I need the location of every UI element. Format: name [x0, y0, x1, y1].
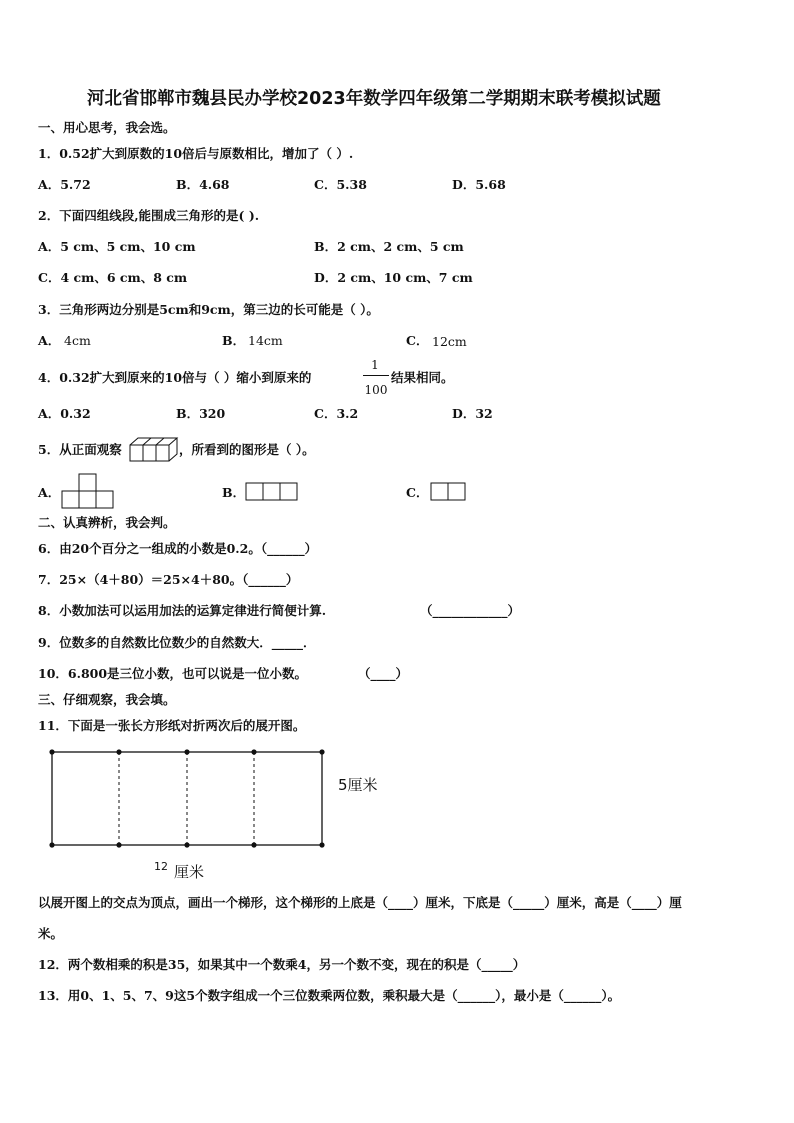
q11-question-line-2: 米。 — [38, 926, 64, 941]
q3-option-c-value: 12cm — [432, 334, 467, 349]
q2-option-d[interactable]: D．2 cm、10 cm、7 cm — [314, 270, 473, 285]
q1-option-c[interactable]: C．5.38 — [314, 177, 367, 192]
q4-option-d[interactable]: D．32 — [452, 406, 493, 421]
section-3-heading: 三、仔细观察，我会填。 — [38, 692, 176, 707]
q11-stem: 11．下面是一张长方形纸对折两次后的展开图。 — [38, 718, 306, 733]
q5-stem-post: ，所看到的图形是（ ）。 — [179, 442, 315, 457]
q4-option-b[interactable]: B．320 — [176, 406, 226, 421]
q1-option-d[interactable]: D．5.68 — [452, 177, 506, 192]
section-1-heading: 一、用心思考，我会选。 — [38, 120, 176, 135]
q11-unfolded-paper-diagram — [48, 748, 328, 852]
q12-stem: 12．两个数相乘的积是35，如果其中一个数乘4，另一个数不变，现在的积是（_____） — [38, 957, 526, 972]
q1-option-b[interactable]: B．4.68 — [176, 177, 230, 192]
q6-stem: 6．由20个百分之一组成的小数是0.2。（______） — [38, 541, 318, 556]
q3-option-a-value: 4cm — [64, 333, 91, 348]
q5-option-c-label[interactable]: C． — [406, 485, 429, 500]
q4-fraction-numerator: 1 — [371, 358, 379, 372]
q3-option-c-label[interactable]: C． — [406, 333, 429, 348]
q9-stem: 9．位数多的自然数比位数少的自然数大．_____． — [38, 635, 316, 650]
q4-option-c[interactable]: C．3.2 — [314, 406, 359, 421]
q1-stem: 1．0.52扩大到原数的10倍后与原数相比，增加了（ ）. — [38, 146, 354, 161]
q3-stem: 3．三角形两边分别是5cm和9cm，第三边的长可能是（ ）。 — [38, 302, 379, 317]
q13-stem: 13．用0、1、5、7、9这5个数字组成一个三位数乘两位数，乘积最大是（______），最小是（______）。 — [38, 988, 621, 1003]
q2-stem: 2．下面四组线段,能围成三角形的是( ). — [38, 208, 260, 223]
section-2-heading: 二、认真辨析，我会判。 — [38, 515, 176, 530]
q4-stem-post: 结果相同。 — [391, 370, 454, 385]
q5-stem-pre: 5．从正面观察 — [38, 442, 122, 457]
q5-option-b-label[interactable]: B． — [222, 485, 246, 500]
q11-width-number: 12 — [154, 860, 168, 873]
q7-stem: 7．25×（4＋80）＝25×4＋80。（______） — [38, 572, 299, 587]
q3-option-b-value: 14cm — [248, 333, 283, 348]
q2-option-a[interactable]: A．5 cm、5 cm、10 cm — [38, 239, 196, 254]
q2-option-c[interactable]: C．4 cm、6 cm、8 cm — [38, 270, 188, 285]
q4-fraction-bar — [363, 375, 389, 376]
q2-option-b[interactable]: B．2 cm、2 cm、5 cm — [314, 239, 464, 254]
q8-stem: 8．小数加法可以运用加法的运算定律进行简便计算. — [38, 603, 327, 618]
q5-option-a-figure — [61, 473, 115, 509]
q4-fraction-denominator: 100 — [364, 383, 388, 397]
q11-height-label: 5厘米 — [338, 776, 378, 794]
q8-answer-blank[interactable]: （____________） — [420, 603, 521, 618]
q11-question-line-1: 以展开图上的交点为顶点，画出一个梯形，这个梯形的上底是（____）厘米，下底是（_____）厘米，高是（____）厘 — [38, 895, 682, 910]
q5-option-c-figure — [430, 482, 468, 502]
q4-stem-pre: 4．0.32扩大到原来的10倍与（ ）缩小到原来的 — [38, 370, 312, 385]
q1-option-a[interactable]: A．5.72 — [38, 177, 91, 192]
q3-option-b-label[interactable]: B． — [222, 333, 246, 348]
q11-width-unit: 厘米 — [174, 863, 205, 881]
q10-stem: 10．6.800是三位小数，也可以说是一位小数。 — [38, 666, 308, 681]
q5-option-a-label[interactable]: A． — [38, 485, 61, 500]
q5-option-b-figure — [245, 482, 300, 502]
q10-answer-blank[interactable]: （____） — [358, 666, 409, 681]
q4-option-a[interactable]: A．0.32 — [38, 406, 91, 421]
q5-cube-figure — [129, 437, 179, 463]
page-title: 河北省邯郸市魏县民办学校2023年数学四年级第二学期期末联考模拟试题 — [87, 89, 661, 109]
q3-option-a-label[interactable]: A． — [38, 333, 61, 348]
